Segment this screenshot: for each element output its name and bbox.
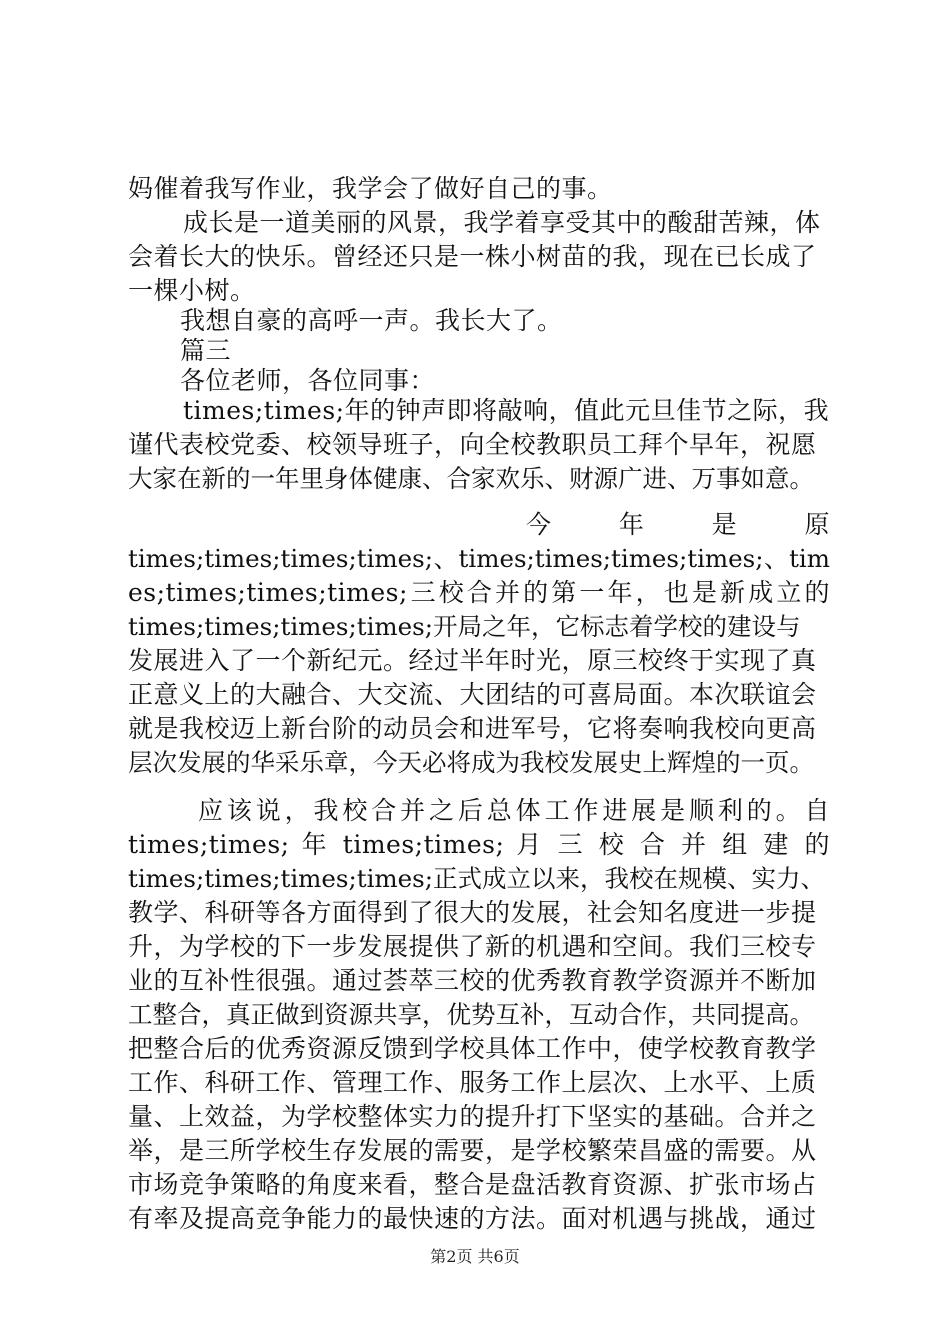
- section-heading: 篇三: [180, 336, 232, 365]
- text-line: 教学、科研等各方面得到了很大的发展，社会知名度进一步提: [128, 898, 817, 927]
- text-line: 今 年 是 原: [526, 510, 830, 539]
- salutation: 各位老师，各位同事：: [180, 366, 436, 395]
- text-line: 发展进入了一个新纪元。经过半年时光，原三校终于实现了真: [128, 646, 817, 675]
- text-line: times;times;times;times;开局之年，它标志着学校的建设与: [128, 612, 801, 641]
- text-line: 应该说，我校合并之后总体工作进展是顺利的。自: [198, 796, 830, 825]
- text-line: 就是我校迈上新台阶的动员会和进军号，它将奏响我校向更高: [128, 714, 817, 743]
- text-line: 大家在新的一年里身体健康、合家欢乐、财源广进、万事如意。: [128, 464, 814, 493]
- text-line: 一棵小树。: [128, 276, 256, 305]
- text-line: es;times;times;times;三校合并的第一年，也是新成立的: [128, 578, 830, 607]
- text-line: 成长是一道美丽的风景，我学着享受其中的酸甜苦辣，体: [183, 208, 821, 237]
- text-line: 有率及提高竞争能力的最快速的方法。面对机遇与挑战，通过: [128, 1204, 817, 1233]
- text-line: 妈催着我写作业，我学会了做好自己的事。: [128, 174, 613, 203]
- text-line: 工整合，真正做到资源共享，优势互补，互动合作，共同提高。: [128, 1000, 814, 1029]
- text-line: 层次发展的华采乐章，今天必将成为我校发展史上辉煌的一页。: [128, 748, 814, 777]
- text-line: 把整合后的优秀资源反馈到学校具体工作中，使学校教育教学: [128, 1034, 817, 1063]
- text-line: 业的互补性很强。通过荟萃三校的优秀教育教学资源并不断加: [128, 966, 817, 995]
- text-line: 升，为学校的下一步发展提供了新的机遇和空间。我们三校专: [128, 932, 817, 961]
- text-line: 市场竞争策略的角度来看，整合是盘活教育资源、扩张市场占: [128, 1170, 817, 1199]
- text-line: times;times;年的钟声即将敲响，值此元旦佳节之际，我: [183, 396, 830, 425]
- text-line: 会着长大的快乐。曾经还只是一株小树苗的我，现在已长成了: [128, 242, 817, 271]
- text-line: 量、上效益，为学校整体实力的提升打下坚实的基础。合并之: [128, 1102, 817, 1131]
- text-line: times;times;times;times;正式成立以来，我校在规模、实力、: [128, 864, 825, 893]
- text-line: times;times;times;times;、times;times;times;times;、tim: [128, 544, 830, 573]
- text-line: 工作、科研工作、管理工作、服务工作上层次、上水平、上质: [128, 1068, 817, 1097]
- text-line: 举，是三所学校生存发展的需要，是学校繁荣昌盛的需要。从: [128, 1136, 817, 1165]
- text-line: times;times; 年 times;times; 月 三 校 合 并 组 建 的: [128, 830, 830, 859]
- text-line: 我想自豪的高呼一声。我长大了。: [180, 306, 563, 335]
- page-footer: 第2页 共6页: [430, 1247, 520, 1266]
- text-line: 谨代表校党委、校领导班子，向全校教职员工拜个早年，祝愿: [128, 430, 817, 459]
- text-line: 正意义上的大融合、大交流、大团结的可喜局面。本次联谊会: [128, 680, 817, 709]
